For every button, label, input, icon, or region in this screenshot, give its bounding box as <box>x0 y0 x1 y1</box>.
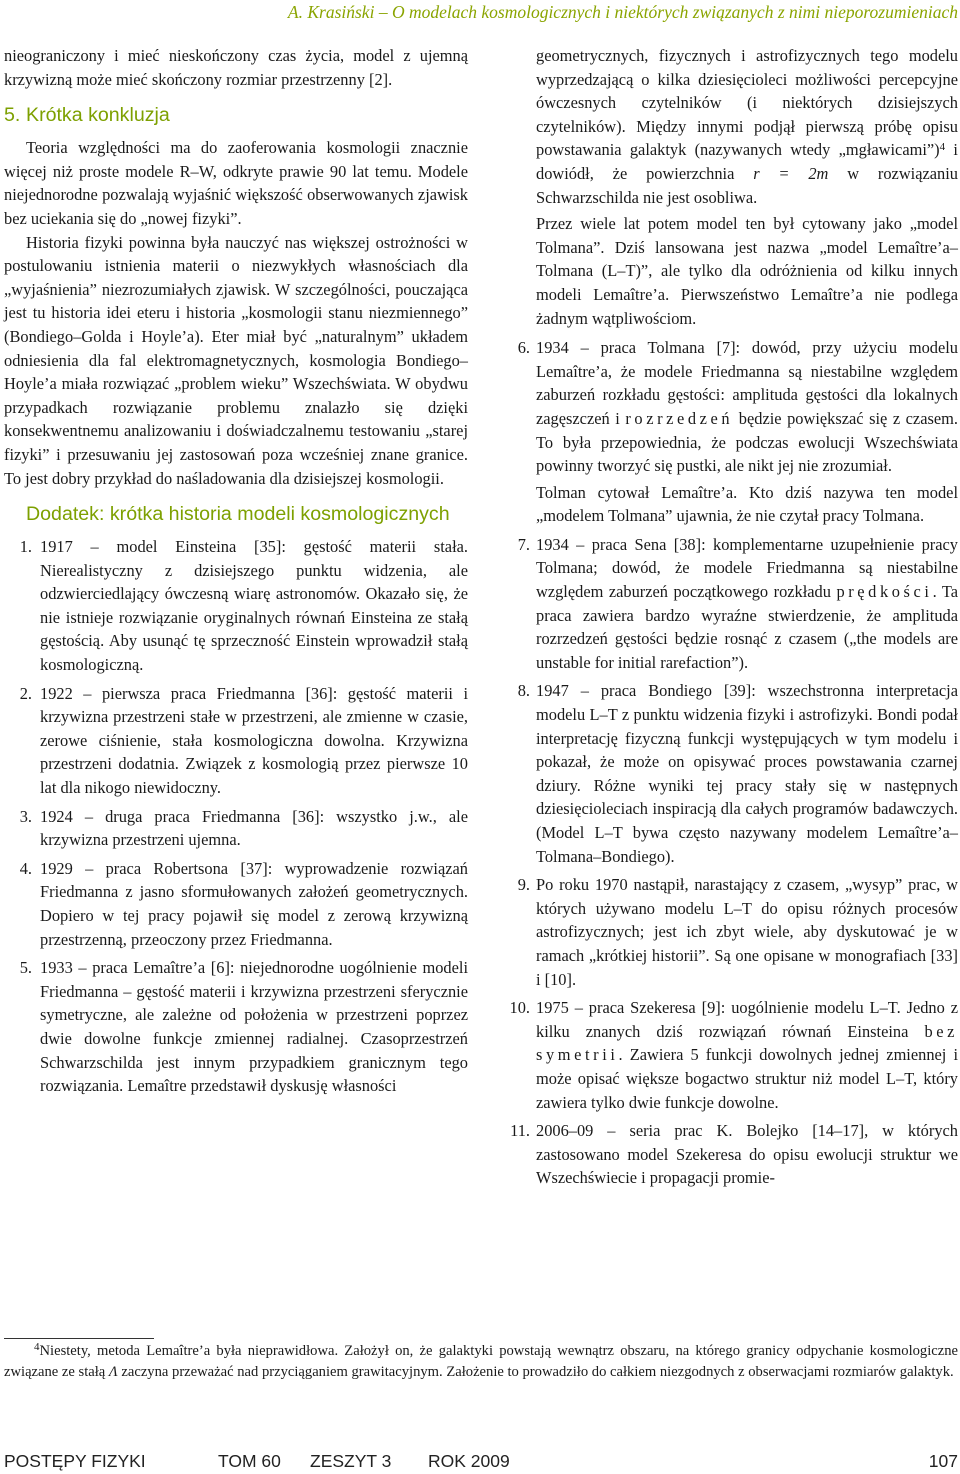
section-6-heading <box>4 502 468 527</box>
list-item-number: 8. <box>517 681 530 701</box>
history-list-right <box>500 336 958 1190</box>
volume: TOM 60 <box>218 1451 281 1471</box>
emphasis-spaced: bez symetrii <box>536 1021 958 1065</box>
list-item-number: 6. <box>517 338 530 358</box>
list-item-number: 7. <box>517 534 530 554</box>
text-run: będzie powiększać się z czasem. To była przepowiednia, że podczas ewolucji Wszechświata powinny tworzyć się pustki, ale nikt jej nie zrozumiał. <box>536 408 958 476</box>
list-item-text: 1933 – praca Lemaître’a [6]: niejednorodne uogólnienie modeli Friedmanna – gęstość materii i krzywizna przestrzeni sferycznie symetryczne, ale zależne od położenia w przestrzeni poprzez dwie dowolne funkcje zmiennej radialnej. Czasoprzestrzeń Schwarzschilda jest innym przypadkiem granicznym tego rozwiązania. Lemaître przedstawił dyskusję własności <box>40 958 468 1096</box>
list-item <box>500 679 958 868</box>
list-item <box>4 682 468 800</box>
text-run: zaczyna przeważać nad przyciąganiem grawitacyjnym. Założenie to prowadziło do całkiem niezgodnych z obserwacjami rozmiarów galaktyk. <box>117 1364 954 1380</box>
footnote-4 <box>4 1341 958 1383</box>
text-run: 1934 – praca Sena [38]: komplementarne uzupełnienie pracy Tolmana; dowód, że modele Friedmanna są niestabilne względem zaburzeń początkowego rozkładu <box>536 534 958 602</box>
list-item <box>4 857 468 951</box>
list-item-number: 3. <box>19 806 32 826</box>
item-6-subparagraph: Tolman cytował Lemaître’a. Kto dziś nazywa ten model „modelem Tolmana” ujawnia, że nie czytał pracy Tolmana. <box>536 482 958 526</box>
footnote-mark: 4 <box>939 141 946 154</box>
list-item-number: 11. <box>510 1121 530 1141</box>
text-run: . Zawiera 5 funkcji dowolnych jednej zmiennej i może opisać większe bogactwo struktur niż model L–T, który zawiera tylko dwie funkcje dowolne. <box>536 1045 958 1112</box>
list-item-number: 1. <box>19 537 32 557</box>
footnote-area <box>4 1338 958 1383</box>
list-item-text: 2006–09 – seria prac K. Bolejko [14–17], w których zastosowano model Szekeresa do opisu ewolucji struktur we Wszechświecie i propagacji promie- <box>536 1121 958 1188</box>
page-number: 107 <box>928 1451 958 1471</box>
list-item <box>500 996 958 1114</box>
paragraph-continued: nieograniczony i mieć nieskończony czas życia, model z ujemną krzywizną może mieć skończony rozmiar przestrzenny [2]. <box>4 46 468 89</box>
section-number: 5. <box>4 104 21 127</box>
section-number <box>4 502 26 527</box>
issue: ZESZYT 3 <box>310 1451 392 1471</box>
footnote-mark: 4 <box>34 1341 40 1353</box>
list-item-text: 1917 – model Einsteina [35]: gęstość materii stała. Nierealistyczny z dzisiejszego punktu widzenia, ale odzwierciedlający ówczesną wiarę astronomów. Okazało się, że nie istnieje rozwiązanie oryginalnych równań Einsteina ze stałą gęstością. Aby usunąć tę sprzeczność Einstein wprowadził stałą kosmologiczną. <box>40 537 468 675</box>
list-item <box>500 336 958 528</box>
emphasis-spaced: prędkości <box>836 582 933 602</box>
text-run: . Ta praca zawiera bardzo wyraźne stwierdzenie, że amplituda rozrzedzeń gęstości będzie rosnąć z czasem („the models are unstable for initial rarefaction”). <box>536 582 958 672</box>
right-column <box>500 44 958 1195</box>
list-item <box>4 956 468 1098</box>
year: ROK 2009 <box>428 1451 510 1471</box>
emphasis-spaced: rozrzedzeń <box>625 408 734 428</box>
history-list-left <box>4 535 468 1098</box>
section-title: Dodatek: krótka historia modeli kosmologicznych <box>26 503 450 526</box>
list-item-text: 1929 – praca Robertsona [37]: wyprowadzenie rozwiązań Friedmanna z jasno sformułowanych założeń geometrycznych. Dopiero w tej pracy pojawił się model z zerową krzywizną przestrzenną, przeoczony przez Friedmanna. <box>40 858 468 949</box>
text-run: 1934 – praca Tolmana [7]: dowód, przy użyciu modelu Lemaître’a, że modele Friedmanna są niestabilne względem zaburzeń rozkładu gęstości: amplituda gęstości dla lokalnych zagęszczeń i <box>536 338 958 428</box>
section-title: Krótka konkluzja <box>26 104 170 127</box>
journal-name: POSTĘPY FIZYKI <box>4 1451 146 1471</box>
list-item-number: 2. <box>19 683 32 703</box>
list-item <box>4 805 468 852</box>
text-run: geometrycznych, fizycznych i astrofizycznych tego modelu wyprzedzającą o kilka dziesięcioleci możliwości percepcyjne ówczesnych czytelników (i niektórych dzisiejszych czytelników). Między innymi podjął pierwszą próbę opisu powstawania galaktyk (nazywanych wtedy „mgławicami”) <box>536 46 958 160</box>
list-item <box>500 533 958 675</box>
section-5-heading <box>4 103 468 128</box>
item-5-continued <box>500 44 958 209</box>
item-5-subparagraph: Przez wiele lat potem model ten był cytowany jako „model Tolmana”. Dziś lansowana jest nazwa „model Lemaître’a–Tolmana (L–T)”, ale tylko dla odróżnienia od kilku innych modeli Lemaître’a. Pierwszeństwo Lemaître’a nie podlega żadnym wątpliwościom. <box>536 214 958 328</box>
list-item-text: 1924 – druga praca Friedmanna [36]: wszystko j.w., ale krzywizna przestrzeni ujemna. <box>40 806 468 850</box>
list-item-text: 1922 – pierwsza praca Friedmanna [36]: gęstość materii i krzywizna przestrzeni stałe w przestrzeni, ale zmienne w czasie, zerowe ciśnienie, stała kosmologiczna dowolna. Krzywizna przestrzeni dodatnia. Związek z kosmologią przez pierwsze 10 lat dla nikogo niewidoczny. <box>40 683 468 798</box>
text-run: i dowiódł, że powierzchnia <box>536 140 958 183</box>
list-item <box>500 1119 958 1190</box>
page-footer <box>4 1450 958 1472</box>
list-item-number: 4. <box>19 858 32 878</box>
footnote-rule <box>4 1338 154 1339</box>
math-symbol: Λ <box>108 1364 118 1380</box>
list-item-text: 1947 – praca Bondiego [39]: wszechstronna interpretacja modelu L–T z punktu widzenia fizyki i astrofizyki. Bondi podał interpretację fizyczną funkcji występujących w tym modelu i pokazał, że może on opisywać proces powstawania czarnej dziury. Różne wyniki tej pracy stały się w następnych dziesięcioleciach inspiracją dla całych programów badawczych. (Model L–T bywa często nazywany modelem Lemaître’a–Tolmana–Bondiego). <box>536 681 958 866</box>
text-run: 1975 – praca Szekeresa [9]: uogólnienie modelu L–T. Jedno z kilku znanych dziś rozwiązań równań Einsteina <box>536 998 958 1041</box>
list-item-text: Po roku 1970 nastąpił, narastający z czasem, „wysyp” prac, w których używano modelu L–T do opisu różnych procesów astrofizycznych; jest ich zbyt wiele, aby dyskutować je w ramach „krótkiej historii”. Są one opisane w monografiach [33] i [10]. <box>536 875 958 989</box>
conclusion-paragraph-1: Teoria względności ma do zaoferowania kosmologii znacznie więcej niż proste modele R–W, odkryte prawie 90 lat temu. Modele niejednorodne pozwalają wyjaśnić większość obserwowanych zjawisk bez uciekania się do „nowej fizyki”. <box>4 138 468 228</box>
conclusion-paragraph-2: Historia fizyki powinna była nauczyć nas większej ostrożności w postulowaniu istnienia materii o niezwykłych własnościach dla „wyjaśnienia” niezrozumiałych zjawisk. W szczególności, pouczająca jest tu historia idei eteru i historia „kosmologii stanu niezmiennego” (Bondiego–Golda i Hoyle’a). Eter miał być „naturalnym” układem odniesienia dla fal elektromagnetycznych, kosmologia Bondiego–Hoyle’a miała rozwiązać „problem wieku” Wszechświata. W obydwu przypadkach rozwiązanie problemu znalazło się dzięki konsekwentnemu analizowaniu i doświadczalnemu testowaniu „starej fizyki” i przesuwaniu jej zastosowań poza wcześniej znane granice. To jest dobry przykład do naśladowania dla dzisiejszej kosmologii. <box>4 232 468 488</box>
running-head: A. Krasiński – O modelach kosmologicznych i niektórych związanych z nimi nieporozumieniach <box>287 2 958 22</box>
list-item <box>4 535 468 677</box>
list-item-number: 9. <box>517 875 530 895</box>
math-expression: r = 2m <box>753 163 829 183</box>
list-item-number: 5. <box>19 958 32 978</box>
left-column <box>4 44 468 1103</box>
list-item-number: 10. <box>509 998 530 1018</box>
text-run: Niestety, metoda Lemaître’a była nieprawidłowa. Założył on, że galaktyki powstają wewnątrz obszaru, na którego granicy odpychanie kosmologiczne związane ze stałą <box>4 1343 958 1380</box>
list-item <box>500 873 958 991</box>
text-run: w rozwiązaniu Schwarzschilda nie jest osobliwa. <box>536 163 958 207</box>
